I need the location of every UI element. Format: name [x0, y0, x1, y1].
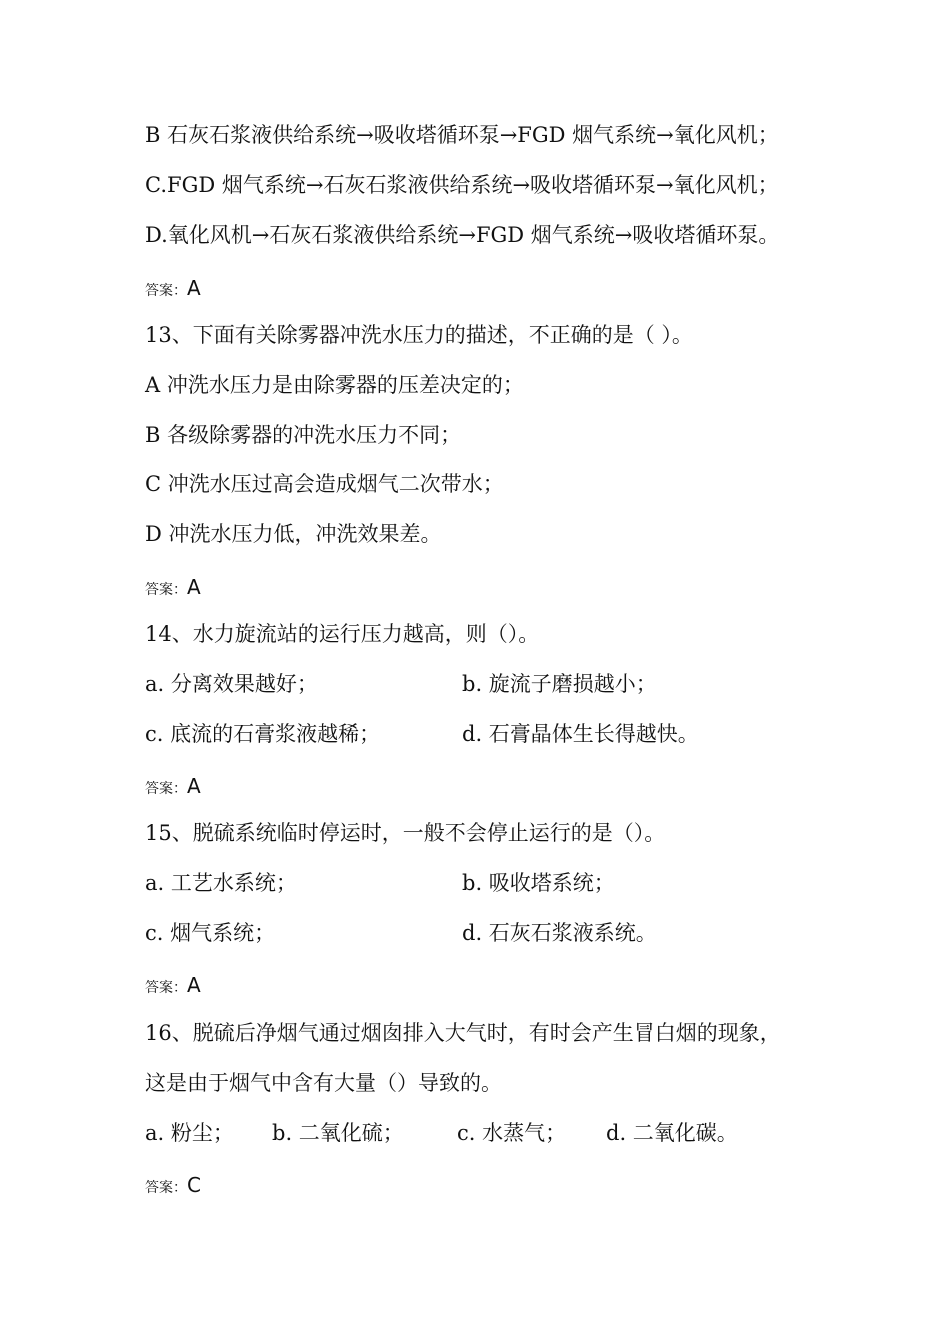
option-b: b. 二氧化硫；: [272, 1121, 404, 1145]
option-d: d. 石灰石浆液系统。: [462, 921, 657, 945]
answer-value: A: [187, 774, 201, 798]
option-a: a. 分离效果越好；: [145, 672, 318, 696]
answer-label: 答案：: [145, 980, 187, 996]
answer-line: [145, 575, 201, 599]
option-c: c. 水蒸气；: [457, 1121, 567, 1145]
answer-label: 答案：: [145, 582, 187, 598]
answer-value: A: [187, 276, 201, 300]
option-c: C 冲洗水压过高会造成烟气二次带水；: [145, 472, 504, 496]
question-15-stem: 15、脱硫系统临时停运时，一般不会停止运行的是（）。: [145, 821, 666, 845]
option-a: A 冲洗水压力是由除雾器的压差决定的；: [145, 373, 524, 397]
option-d: d. 石膏晶体生长得越快。: [462, 722, 699, 746]
question-13-stem: 13、下面有关除雾器冲洗水压力的描述，不正确的是（ ）。: [145, 323, 693, 347]
option-b: B 各级除雾器的冲洗水压力不同；: [145, 423, 462, 447]
answer-line: [145, 774, 201, 798]
option-c: C.FGD 烟气系统→石灰石浆液供给系统→吸收塔循环泵→氧化风机；: [145, 173, 779, 197]
answer-label: 答案：: [145, 1180, 187, 1196]
option-c: c. 烟气系统；: [145, 921, 276, 945]
answer-label: 答案：: [145, 283, 187, 299]
option-c: c. 底流的石膏浆液越稀；: [145, 722, 381, 746]
question-16-stem-line2: 这是由于烟气中含有大量（）导致的。: [145, 1071, 502, 1095]
answer-value: A: [187, 973, 201, 997]
option-d: D.氧化风机→石灰石浆液供给系统→FGD 烟气系统→吸收塔循环泵。: [145, 223, 780, 247]
option-b: b. 旋流子磨损越小；: [462, 672, 657, 696]
answer-label: 答案：: [145, 781, 187, 797]
answer-line: [145, 276, 201, 300]
option-d: D 冲洗水压力低，冲洗效果差。: [145, 522, 442, 546]
answer-value: C: [187, 1173, 201, 1197]
answer-line: [145, 973, 201, 997]
option-b: b. 吸收塔系统；: [462, 871, 615, 895]
option-d: d. 二氧化碳。: [606, 1121, 738, 1145]
option-b: B 石灰石浆液供给系统→吸收塔循环泵→FGD 烟气系统→氧化风机；: [145, 123, 779, 147]
answer-value: A: [187, 575, 201, 599]
question-14-stem: 14、水力旋流站的运行压力越高，则（）。: [145, 622, 540, 646]
option-a: a. 工艺水系统；: [145, 871, 297, 895]
option-a: a. 粉尘；: [145, 1121, 234, 1145]
question-16-stem-line1: 16、脱硫后净烟气通过烟囱排入大气时，有时会产生冒白烟的现象，: [145, 1021, 781, 1045]
answer-line: [145, 1173, 201, 1197]
